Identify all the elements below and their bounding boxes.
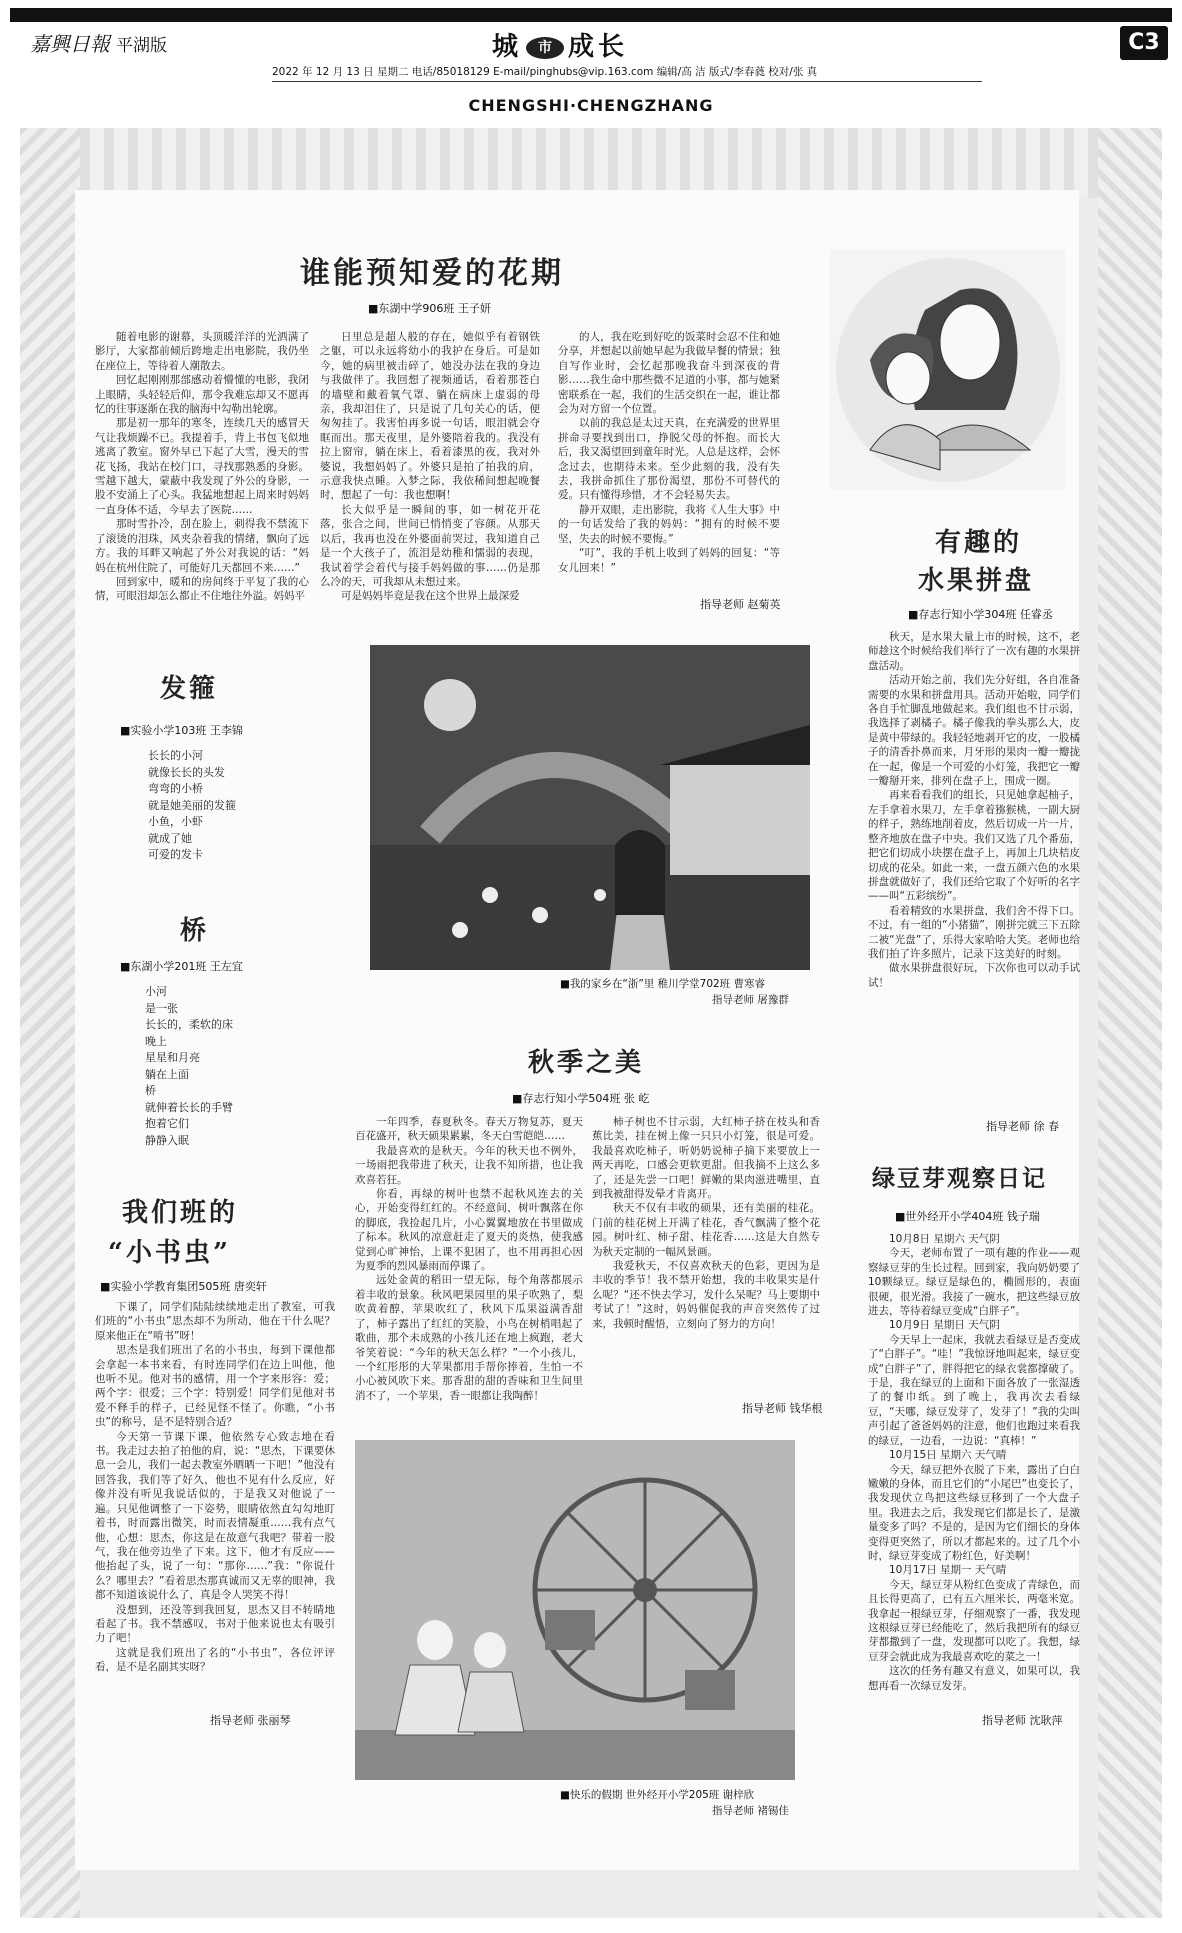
paragraph: 静开双眼，走出影院，我将《人生大事》中的一句话发给了我的妈妈：“拥有的时候不要坚，失去的时候不要悔。” — [558, 503, 780, 545]
poem-line: 就像长长的头发 — [148, 765, 225, 779]
poem2-byline: ■东湖小学201班 王左宜 — [120, 960, 243, 973]
poem-line: 抱着它们 — [145, 1117, 189, 1130]
paragraph: 柿子树也不甘示弱，大红柿子挤在枝头和香蕉比美，挂在树上像一只只小灯笼，很是可爱。我最喜欢吃柿子，听奶奶说柿子摘下来要放上一两天再吃，口感会更软更甜。但我摘不上这么多了，还是先尝一口吧！鲜嫩的果肉滋进嘴里，直到我被甜得发晕才肯离开。 — [592, 1116, 820, 1201]
article1-col1 — [95, 330, 309, 608]
article2-byline: ■存志行知小学504班 张 屹 — [512, 1092, 650, 1105]
article4-byline: ■存志行知小学304班 任睿丞 — [908, 608, 1053, 621]
paragraph: 今天第一节课下课，他依然专心致志地在看书。我走过去拍了拍他的肩，说：“思杰，下课要休息一会儿，我们一起去教室外晒晒一下吧！”他没有回答我，我们等了好久，他也不见有什么反应，好像并没有听见我说话似的，于是我又对他说了一遍。只见他调整了一下姿势，眼睛依然直勾勾地盯着书，时而露出微笑，时而表情凝重……我有点气他，心想：思杰，你这是在故意气我吧？带着一股气，我在他旁边坐了下来。这下，他才有反应——他抬起了头，说了一句：“那你……”我：“你说什么？哪里去？”看着思杰那真诚而又无辜的眼神，我都不知道该说什么了，真是令人哭笑不得！ — [95, 1430, 335, 1602]
paragraph: 看着精致的水果拼盘，我们舍不得下口。不过，有一组的“小猪猫”，刚拼完就三下五除二被“光盘”了，乐得大家哈哈大笑。老师也给我们拍了许多照片，记录下这美好的时刻。 — [868, 904, 1080, 960]
section-title: 城 市 成长 — [492, 32, 629, 62]
paragraph: 远处金黄的稻田一望无际，每个角落都展示着丰收的景象。秋风吧果园里的果子吹熟了，梨吹黄着醇，苹果吹红了，秋风下瓜果溢满香甜了，柿子露出了红红的笑脸，小鸟在树梢唱起了歌曲，那个未成熟的小孩儿还在地上疯跑，老大爷笑着说：“今年的秋天怎么样？”一个小孩儿，一个红彤彤的大苹果都用手帮你捧着，生怕一不小心被风吹下来。那香甜的甜的香味和卫生间里消不了，一个苹果，香一眼都让我陶醉！ — [355, 1274, 583, 1402]
poem2-lines — [145, 984, 233, 1149]
article1-col2 — [320, 330, 540, 608]
happy-holiday-drawing — [355, 1440, 795, 1780]
article2-title: 秋季之美 — [528, 1048, 645, 1078]
mother-child-drawing — [830, 250, 1065, 490]
hometown-night-drawing — [370, 645, 810, 970]
poem-line: 可爱的发卡 — [148, 848, 203, 861]
poem1-lines — [148, 748, 236, 864]
poem-line: 就成了她 — [148, 831, 192, 845]
paragraph: 这就是我们班出了名的“小书虫”，各位评评看，是不是名副其实呀？ — [95, 1646, 335, 1674]
paragraph: 思杰是我们班出了名的小书虫，每到下课他都会拿起一本书来看，有时连同学们在边上叫他，他也听不见。他对书的感情，用一个字来形容：爱；两个字：很爱；三个字：特别爱！同学们见他对书爱不释手的样子，已经见怪不怪了。你瞧，“小书虫”的称号，是不是特别合适？ — [95, 1344, 335, 1429]
date-line: 2022 年 12 月 13 日 星期二 电话/85018129 E-mail/pinghubs@vip.163.com 编辑/高 洁 版式/李春蕤 校对/张 真 — [272, 64, 982, 82]
border-top — [80, 128, 1098, 198]
article1-byline: ■东湖中学906班 王子妍 — [368, 302, 491, 315]
article4-teacher: 指导老师 徐 春 — [986, 1120, 1059, 1133]
page-number: C3 — [1120, 26, 1168, 60]
paragraph: 没想到，还没等到我回复，思杰又目不转睛地看起了书。我不禁感叹，书对于他来说也太有吸引力了吧！ — [95, 1603, 335, 1645]
article5-teacher: 指导老师 沈耿萍 — [982, 1714, 1063, 1727]
poem-line: 小河 — [145, 985, 167, 998]
paragraph: 秋天不仅有丰收的硕果，还有美丽的桂花。门前的桂花树上开满了桂花，香气飘满了整个花园。树叶红、柿子甜、桂花香……这是大自然专为秋天定制的一幅风景画。 — [592, 1202, 820, 1258]
article4-title-line1: 有趣的 — [935, 528, 1023, 558]
paragraph: 长大似乎是一瞬间的事，如一树花开花落，张合之间，世间已悄悄变了容颜。从那天以后，我再也没在外婆面前哭过，我知道自己是一个大孩子了，流泪是幼稚和懦弱的表现，我试着学会着代与接手妈妈做的事……仍是那么冷的天，可我却从未想过来。 — [320, 503, 540, 588]
paragraph: 今天早上一起床，我就去看绿豆是否变成了“白胖子”。“哇！”我惊讶地叫起来，绿豆变成“白胖子”了，胖得把它的绿衣裳都撑破了。于是，我在绿豆的上面和下面各放了一张湿透了的餐巾纸。到了晚上，我再次去看绿豆，“天哪，绿豆发芽了，发芽了！”我的尖叫声引起了爸爸妈妈的注意，他们也跑过来看我的绿豆，一边看，一边说：“真棒！” — [868, 1333, 1080, 1447]
night-scene-illustration — [370, 645, 810, 970]
paragraph: 下课了，同学们陆陆续续地走出了教室，可我们班的“小书虫”思杰却不为所动，他在干什么呢？原来他正在“啃书”呀！ — [95, 1301, 335, 1342]
border-right — [1098, 128, 1162, 1918]
article5-body — [868, 1232, 1080, 1702]
caption2-text: ■快乐的假期 世外经开小学205班 谢梓欣 — [560, 1789, 755, 1801]
paragraph: 今天，绿豆芽从粉红色变成了青绿色，而且长得更高了，已有五六厘米长，两毫米宽。我拿起一根绿豆芽，仔细观察了一番，我发现这根绿豆芽已经能吃了，然后我把所有的绿豆芽都撒到了一盘，发现都可以吃了。我想，绿豆芽会就此成为我最喜欢吃的菜之一！ — [868, 1578, 1080, 1663]
article3-byline: ■实验小学教育集团505班 唐奕轩 — [100, 1280, 267, 1293]
poem-line: 长长的小河 — [148, 749, 203, 762]
article1-teacher: 指导老师 赵菊英 — [700, 598, 781, 611]
paragraph: 再来看看我们的组长，只见她拿起柚子，左手拿着水果刀，左手拿着猕猴桃，一副大厨的样子，熟练地削着皮，然后切成一片一片，整齐地放在盘子中央。我们又选了几个番茄，把它们切成小块摆在盘子上，再加上几块桔皮切成的花朵。如此一来，一盘五颜六色的水果拼盘就做好了，我们还给它取了个好听的名字——叫“五彩缤纷”。 — [868, 789, 1080, 903]
article4-body — [868, 630, 1080, 1120]
paragraph: 随着电影的谢幕，头顶暖洋洋的光洒满了影厅，大家都前倾后跨地走出电影院，我仍坐在座位上，等待着人潮散去。 — [95, 331, 309, 372]
poem-line: 就伸着长长的手臂 — [145, 1100, 233, 1114]
paragraph: 活动开始之前，我们先分好组，各自准备需要的水果和拼盘用具。活动开始啦，同学们各自手忙脚乱地做起来。我们组也不甘示弱，我选择了剥橘子。橘子像我的拳头那么大，皮是黄中带绿的。我轻轻地剥开它的皮，一股橘子的清香扑鼻而来，月牙形的果肉一瓣一瓣拢在一起，像是一个可爱的小灯笼，我把它一瓣一瓣掰开来，排列在盘子上，围成一圈。 — [868, 674, 1080, 788]
paragraph: 你看，再绿的树叶也禁不起秋风连去的关心，开始变得红红的。不经意间，树叶飘落在你的脚底，我捡起几片，小心翼翼地放在书里做成了标本。秋风的凉意赶走了夏天的炎热，使我感觉到心旷神怡，上课不犯困了，也不用再担心因为夏季的烈风暴雨而停课了。 — [355, 1188, 583, 1273]
masthead-logo: 嘉興日報 平湖版 — [30, 32, 167, 56]
poem-line: 躺在上面 — [145, 1067, 189, 1081]
ferris-wheel-illustration — [355, 1440, 795, 1780]
caption2-teacher: 指导老师 褚锡佳 — [712, 1805, 789, 1817]
poem-line: 是一张 — [145, 1001, 178, 1015]
poem-line: 静静入眠 — [145, 1133, 189, 1147]
poem2-title: 桥 — [180, 916, 210, 946]
paragraph: 这次的任务有趣又有意义，如果可以，我想再看一次绿豆发芽。 — [868, 1665, 1080, 1692]
poem-line: 弯弯的小桥 — [148, 782, 203, 795]
paragraph: 秋天，是水果大量上市的时候，这不，老师趁这个时候给我们举行了一次有趣的水果拼盘活动。 — [868, 631, 1080, 672]
paragraph: 以前的我总是太过天真，在充满爱的世界里拼命寻要找到出口，挣脱父母的怀抱。而长大后，我又渴望回到童年时光。人总是这样，会怀念过去，也期待未来。至少此刻的我，没有失去，我拼命抓住了那份渴望，那份不可替代的爱。只有懂得珍惜，才不会轻易失去。 — [558, 417, 780, 502]
article3-title-line2: “小书虫” — [108, 1238, 231, 1268]
paragraph: 一年四季，春夏秋冬。春天万物复苏，夏天百花盛开，秋天硕果累累，冬天白雪皑皑…… — [355, 1116, 583, 1143]
article2-teacher: 指导老师 钱华根 — [742, 1402, 823, 1415]
paragraph: 10月17日 星期一 天气晴 — [889, 1564, 1007, 1577]
article2-col2 — [592, 1115, 820, 1415]
article1-col3 — [558, 330, 780, 590]
poem1-byline: ■实验小学103班 王李锦 — [120, 724, 243, 737]
paragraph: 10月8日 星期六 天气阴 — [889, 1233, 1000, 1245]
article4-title-line2: 水果拼盘 — [918, 566, 1035, 596]
poem-line: 就是她美丽的发箍 — [148, 798, 236, 812]
border-left — [20, 128, 80, 1918]
article5-title: 绿豆芽观察日记 — [872, 1165, 1047, 1192]
paragraph: 日里总是超人般的存在，她似乎有着钢铁之躯，可以永远将幼小的我护在身后。可是如今，她的病里被击碎了，她没办法在我的身边与我做伴了。我回想了视频通话，看着那苍白的墙壁和戴着氧气罩、躺在病床上虚弱的母亲，我却泪住了，只是说了几句关心的话，便匆匆挂了。我害怕再多说一句话，眼泪就会夺眶而出。那天夜里，是外婆陪着我的。我没有拉上窗帘，躺在床上，看着漆黑的夜，我对外婆说，我想妈妈了。外婆只是拍了拍我的肩，示意我快点睡。入梦之际，我依稀间想起晚餐时，想起了一句：我也想啊！ — [320, 331, 540, 502]
paragraph: 今天，老师布置了一项有趣的作业——观察绿豆芽的生长过程。回到家，我向奶奶要了10颗绿豆。绿豆是绿色的，椭圆形的，表面很硬，很光滑。我接了一碗水，把这些绿豆放进去，等待着绿豆变成“白胖子”。 — [868, 1247, 1080, 1318]
paragraph: 我爱秋天，不仅喜欢秋天的色彩，更因为是丰收的季节！我不禁开始想，我的丰收果实是什么呢？“还不快去学习，发什么呆呢？马上要期中考试了！”这时，妈妈催促我的声音突然传了过来，我顿时醒悟，立刻向了努力的方向！ — [592, 1260, 820, 1330]
caption1-teacher: 指导老师 屠豫群 — [712, 994, 789, 1006]
article3-title-line1: 我们班的 — [122, 1198, 239, 1228]
paragraph: 那是初一那年的寒冬，连续几天的感冒天气让我烦躁不已。我提着手，背上书包飞似地逃离了教室。窗外早已下起了大雪，漫天的雪花飞扬，我站在校门口，寻找那熟悉的身影。雪越下越大，蒙蔽中我发现了外公的身影，一股不安涌上了心头。我猛地想起上周来时妈妈一直身体不适，今早去了医院…… — [95, 417, 309, 516]
article2-col1 — [355, 1115, 583, 1455]
paragraph: 那时雪扑冷，刮在脸上，刺得我不禁流下了滚烫的泪珠，风夹杂着我的情绪，飘向了远方。我的耳畔又响起了外公对我说的话：“妈妈在杭州住院了，可能好几天都回不来……” — [95, 518, 309, 574]
paragraph: 10月9日 星期日 天气阴 — [889, 1319, 1000, 1332]
poem-line: 星星和月亮 — [145, 1051, 200, 1064]
paragraph: 今天，绿豆把外衣脱了下来，露出了白白嫩嫩的身体，而且它们的“小尾巴”也变长了，我发现伏立鸟把这些绿豆移到了一个大盘子里。我进去之后，我发现它们都是长了，是激量变多了吗？不是的，是因为它们细长的身体变得更突然了，所以才都起来的。过了几个小时，绿豆芽变成了粉红色，好美啊！ — [868, 1463, 1080, 1562]
section-pinyin: CHENGSHI·CHENGZHANG — [468, 96, 714, 115]
poem-line: 长长的，柔软的床 — [145, 1018, 233, 1031]
top-bar — [10, 8, 1172, 22]
poem1-title: 发箍 — [160, 674, 219, 704]
article3-body — [95, 1300, 335, 1710]
paragraph: 做水果拼盘很好玩，下次你也可以动手试试！ — [868, 962, 1080, 989]
paragraph: 回忆起刚刚那部感动着懵懂的电影，我闭上眼睛，头轻轻后仰，那令我难忘却又不愿再忆的往事逐渐在我的脑海中勾勒出轮廓。 — [95, 374, 309, 416]
poem-line: 小鱼，小虾 — [148, 815, 203, 828]
paragraph: “叮”，我的手机上收到了妈妈的回复：“等女儿回来！” — [558, 547, 780, 574]
paragraph: 的人，我在吃到好吃的饭菜时会忍不住和她分享，并想起以前她早起为我做早餐的情景；独自写作业时，会忆起那晚我奋斗到深夜的背影……我生命中那些微不足道的小事，都与她紧密联系在一起，我们的生活交织在一起，谁让都会为对方留一个位置。 — [558, 331, 780, 416]
paragraph: 可是妈妈毕竟是我在这个世界上最深爱 — [341, 590, 520, 603]
article3-teacher: 指导老师 张丽琴 — [210, 1714, 291, 1727]
paragraph: 10月15日 星期六 天气晴 — [889, 1449, 1007, 1462]
article1-title: 谁能预知爱的花期 — [300, 256, 564, 291]
paragraph: 我最喜欢的是秋天。今年的秋天也不例外，一场雨把我带进了秋天，让我不知所措，也让我欢喜若狂。 — [355, 1144, 583, 1186]
article5-byline: ■世外经开小学404班 钱子瑞 — [895, 1210, 1040, 1223]
paragraph: 回到家中，暖和的房间终于平复了我的心情，可眼泪却怎么都止不住地往外溢。妈妈平 — [95, 575, 309, 603]
poem-line: 晚上 — [145, 1034, 167, 1048]
mother-child-illustration — [830, 250, 1065, 490]
caption1-text: ■我的家乡在“浙”里 稚川学堂702班 曹寒睿 — [560, 978, 766, 990]
poem-line: 桥 — [145, 1084, 156, 1097]
